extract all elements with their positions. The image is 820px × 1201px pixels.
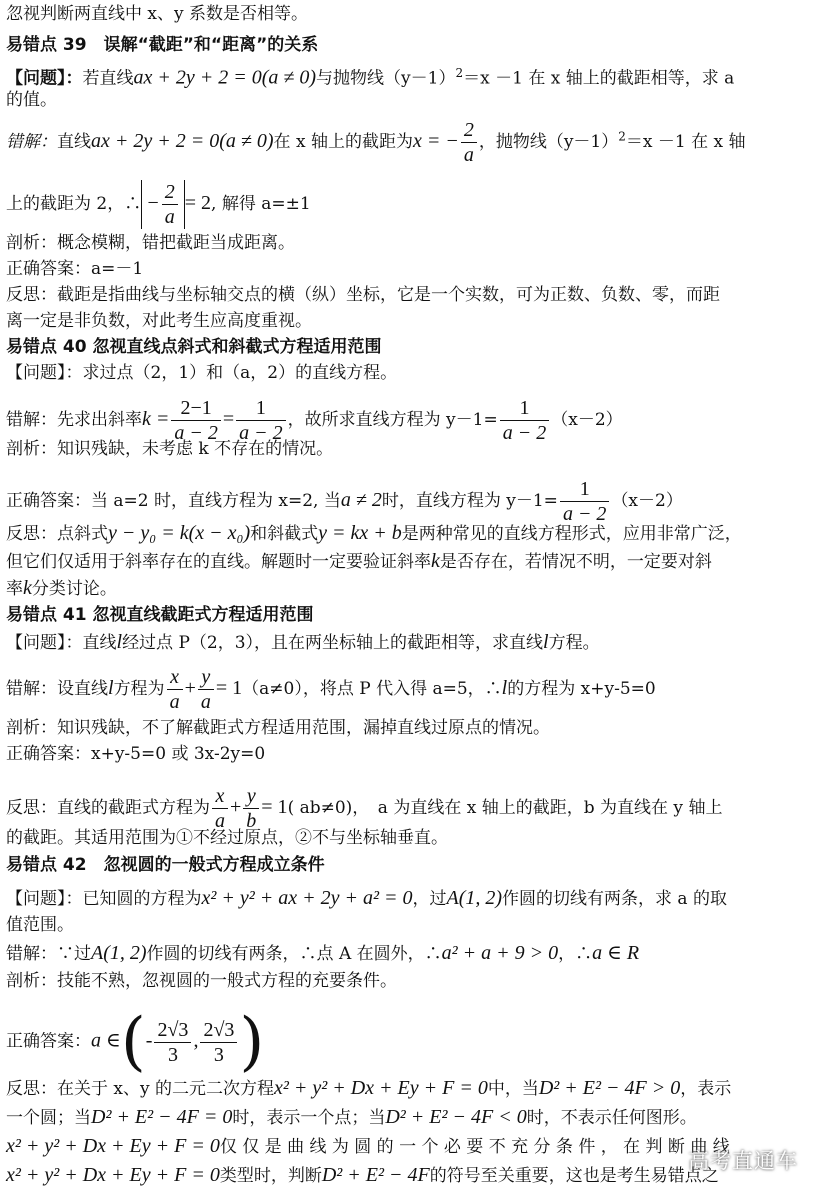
s39-problem-line-2: 的值。 [6, 90, 57, 110]
text: 错解：设直线 [6, 679, 108, 699]
expression: D² + E² − 4F [321, 1164, 430, 1186]
point: A(1, 2) [446, 887, 503, 909]
text: 上的截距为 2，∴ [6, 194, 142, 214]
text: 【问题】：已知圆的方程为 [6, 889, 202, 909]
absolute-value [141, 180, 185, 229]
text: 正确答案：当 a=2 时，直线方程为 x=2, 当 [6, 491, 341, 511]
denominator: a [164, 206, 175, 228]
s42-correct-line [6, 1005, 265, 1079]
denominator: a − 2 [174, 422, 218, 444]
section-40-title: 易错点 40 忽视直线点斜式和斜截式方程适用范围 [6, 337, 382, 357]
right-paren: ) [239, 1005, 265, 1079]
denominator: a − 2 [239, 422, 283, 444]
text: , 解得 a=±1 [211, 194, 311, 214]
equation: a ≠ 2 [340, 489, 382, 511]
s42-reflect-3 [6, 1134, 730, 1159]
s41-correct: 正确答案：x+y-5=0 或 3x-2y=0 [6, 744, 266, 764]
s41-problem [6, 630, 600, 655]
plus: + [230, 796, 242, 818]
s42-wrong-line [6, 941, 639, 966]
variable: l [501, 677, 508, 699]
s39-reflect-2: 离一定是非负数，对此考生应高度重视。 [6, 311, 312, 331]
superscript-2: 2 [618, 129, 626, 144]
text: ，故所求直线方程为 y－1= [287, 410, 498, 430]
denominator: a [463, 144, 474, 166]
problem-label: 【问题】： [6, 68, 83, 89]
s39-problem-line [6, 61, 734, 91]
inequality: D² + E² − 4F < 0 [385, 1106, 527, 1128]
s39-wrong-line [6, 118, 746, 167]
s41-analysis: 剖析：知识残缺，不了解截距式方程适用范围，漏掉直线过原点的情况。 [6, 718, 550, 738]
numerator: y [198, 665, 214, 690]
denominator: a [169, 691, 180, 713]
variable: l [116, 631, 123, 653]
text: ，表示 [680, 1079, 732, 1099]
text: 方程。 [548, 633, 600, 653]
equation: ax + 2y + 2 = 0(a ≠ 0) [91, 130, 274, 152]
text: 但它们仅适用于斜率存在的直线。解题时一定要验证斜率 [6, 552, 431, 572]
text: 错解：∵过 [6, 944, 91, 964]
equation: x² + y² + Dx + Ey + F = 0 [6, 1135, 220, 1157]
left-paren: ( [120, 1005, 146, 1079]
text: ＝x －1 在 x 轴上的截距相等，求 a [463, 68, 735, 89]
inequality: a² + a + 9 > 0 [441, 942, 559, 964]
numerator: 2 [461, 118, 477, 143]
text: 时，直线方程为 y－1= [381, 491, 558, 511]
variable: l [108, 677, 114, 699]
equation: ax + 2y + 2 = 0(a ≠ 0) [133, 66, 317, 89]
numerator: 2√3 [154, 1018, 191, 1043]
denominator: a [200, 691, 211, 713]
text: 的方程为 x+y-5=0 [507, 679, 656, 699]
text: 作圆的切线有两条，∴点 A 在圆外，∴ [146, 944, 442, 964]
text: 时，表示一个点；当 [232, 1108, 386, 1128]
variable: k [431, 550, 440, 572]
text: 若直线 [82, 68, 134, 89]
equation: y − y₀ = k(x − x₀) [108, 522, 251, 544]
text: 中，当 [487, 1079, 539, 1099]
fraction [154, 1018, 191, 1067]
denominator: 3 [213, 1043, 224, 1066]
s40-problem: 【问题】：求过点（2，1）和（a，2）的直线方程。 [6, 363, 398, 383]
s40-reflect-2 [6, 549, 712, 574]
numerator: x [212, 784, 228, 809]
comma: , [193, 1029, 199, 1052]
s40-correct-line [6, 477, 683, 526]
equation: x = − [412, 130, 459, 152]
denominator: a [215, 810, 225, 832]
text: 一个圆；当 [6, 1108, 91, 1128]
minus: − [146, 192, 160, 215]
text: ，∴ [558, 944, 593, 964]
text: 是否存在，若情况不明，一定要对斜 [439, 552, 712, 572]
equation: = 2 [184, 192, 212, 214]
text: （a≠0），将点 P 代入得 a=5，∴ [242, 679, 502, 699]
text: 错解：先求出斜率 [6, 410, 142, 430]
text: 与抛物线（y－1） [316, 68, 456, 89]
numerator: 2−1 [171, 396, 221, 421]
s40-analysis: 剖析：知识残缺，未考虑 k 不存在的情况。 [6, 439, 334, 459]
text: 反思：直线的截距式方程为 [6, 798, 210, 818]
section-39-title: 易错点 39 误解“截距”和“距离”的关系 [6, 35, 319, 55]
s39-correct: 正确答案：a=－1 [6, 259, 144, 279]
text: 类型时，判断 [219, 1166, 322, 1186]
s42-reflect-2 [6, 1105, 697, 1130]
text: 直线 [57, 132, 91, 152]
numerator: x [167, 665, 183, 690]
fraction [162, 180, 178, 229]
denominator: a − 2 [502, 422, 547, 444]
fraction [560, 477, 610, 526]
text: 反思：在关于 x、y 的二元二次方程 [6, 1079, 274, 1099]
text: （x－2） [611, 491, 683, 511]
equation: = 1 [215, 677, 243, 699]
text: 经过点 P（2，3），且在两坐标轴上的截距相等，求直线 [122, 633, 544, 653]
numerator: 1 [560, 477, 610, 502]
equation: k = [142, 408, 170, 430]
equation: x² + y² + Dx + Ey + F = 0 [274, 1077, 488, 1099]
watermark: 高考直通车 [688, 1149, 798, 1173]
numerator: 1 [500, 396, 550, 421]
text: ，抛物线（y－1） [478, 132, 619, 152]
text: ＝x －1 在 x 轴 [625, 132, 746, 152]
fraction [167, 665, 183, 714]
fraction [198, 665, 214, 714]
numerator: 1 [236, 396, 286, 421]
s40-reflect-3 [6, 576, 117, 601]
equation: a ∈ [91, 1029, 121, 1052]
denominator: a − 2 [562, 503, 607, 525]
fraction [461, 118, 477, 167]
s41-reflect-2: 的截距。其适用范围为①不经过原点，②不与坐标轴垂直。 [6, 828, 448, 848]
wrong-label: 错解： [6, 132, 57, 152]
section-42-title: 易错点 42 忽视圆的一般式方程成立条件 [6, 855, 325, 875]
numerator: 2√3 [200, 1018, 237, 1043]
fraction [200, 1018, 237, 1067]
equation: a ∈ R [592, 942, 640, 964]
text: ，过 [412, 889, 447, 909]
equation: y = kx + b [318, 522, 402, 544]
denominator: b [246, 810, 257, 832]
section-41-title: 易错点 41 忽视直线截距式方程适用范围 [6, 605, 314, 625]
plus: + [184, 677, 196, 699]
text: 的符号至关重要，这也是考生易错点之 [429, 1166, 719, 1186]
text: 在 x 轴上的截距为 [273, 132, 413, 152]
point: A(1, 2) [91, 942, 147, 964]
s42-analysis: 剖析：技能不熟，忽视圆的一般式方程的充要条件。 [6, 971, 397, 991]
numerator: 2 [162, 180, 178, 205]
text: （x－2） [551, 410, 623, 430]
s39-analysis: 剖析：概念模糊，错把截距当成距离。 [6, 233, 295, 253]
text: 方程为 [113, 679, 165, 699]
numerator: y [243, 784, 259, 809]
text: 率 [6, 579, 23, 599]
s41-wrong-line [6, 665, 656, 714]
variable: k [23, 577, 32, 599]
superscript-2: 2 [455, 66, 464, 80]
s42-reflect-4 [6, 1163, 719, 1188]
s39-reflect-1: 反思：截距是指曲线与坐标轴交点的横（纵）坐标，它是一个实数，可为正数、负数、零，而距 [6, 285, 720, 305]
text: 分类讨论。 [31, 579, 117, 599]
inequality: D² + E² − 4F > 0 [538, 1077, 681, 1099]
equals: = [222, 408, 235, 430]
denominator: 3 [167, 1043, 178, 1066]
text: 仅 仅 是 曲 线 为 圆 的 一 个 必 要 不 充 分 条 件 ， 在 判 断 曲 线 [219, 1137, 730, 1157]
fraction [500, 396, 550, 445]
s40-reflect-1 [6, 521, 742, 546]
s42-problem [6, 886, 727, 911]
equation: x² + y² + Dx + Ey + F = 0 [6, 1164, 220, 1186]
s42-reflect-1 [6, 1076, 731, 1101]
previous-text-line: 忽视判断两直线中 x、y 系数是否相等。 [6, 4, 308, 24]
variable: l [543, 631, 549, 653]
text: 【问题】：直线 [6, 633, 117, 653]
text: 正确答案： [6, 1031, 91, 1052]
text: 反思：点斜式 [6, 524, 108, 544]
text: 是两种常见的直线方程形式，应用非常广泛， [401, 524, 742, 544]
minus: - [145, 1029, 153, 1052]
text: 作圆的切线有两条，求 a 的取 [502, 889, 727, 909]
equation: x² + y² + ax + 2y + a² = 0 [201, 887, 413, 909]
text: ( ab≠0)， a 为直线在 x 轴上的截距，b 为直线在 y 轴上 [287, 798, 723, 818]
s39-wrong-line-2 [6, 180, 311, 229]
equation: D² + E² − 4F = 0 [91, 1106, 233, 1128]
equation: = 1 [261, 796, 288, 818]
s42-problem-2: 值范围。 [6, 915, 74, 935]
text: 时，不表示任何图形。 [526, 1108, 697, 1128]
text: 和斜截式 [250, 524, 319, 544]
